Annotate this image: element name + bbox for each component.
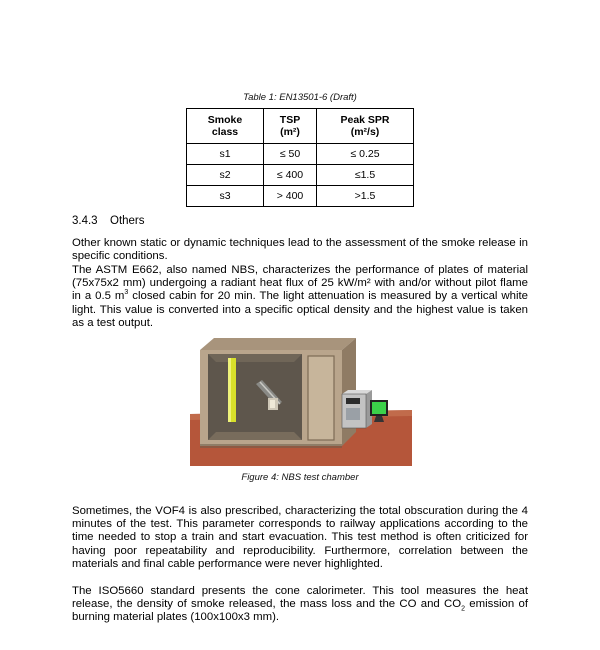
instrument-display [346, 398, 360, 404]
table-caption: Table 1: EN13501-6 (Draft) [243, 92, 357, 103]
table-cell: s3 [187, 186, 264, 207]
smoke-class-table [186, 108, 414, 207]
chamber-top [200, 338, 356, 350]
paragraph-intro: Other known static or dynamic techniques lead to the assessment of the smoke release in specific conditions. [72, 237, 528, 263]
interior-ceiling [208, 354, 302, 362]
chamber-base-shadow [200, 444, 342, 448]
header-tsp: TSP (m²) [264, 109, 317, 144]
table-row [187, 186, 414, 207]
paragraph-iso5660: The ISO5660 standard presents the cone calorimeter. This tool measures the heat release, the density of smoke released, the mass loss and the CO and $CO_2$ emission of burning material plates (100x100x3 mm). [72, 585, 528, 624]
table-cell: ≤ 50 [264, 144, 317, 165]
table-cell: s1 [187, 144, 264, 165]
paragraph-astm: The ASTM E662, also named NBS, characterizes the performance of plates of material (75x75x2 mm) undergoing a radiant heat flux of 25 kW/m² with and/or without pilot flame in a 0.5 $m^3$ closed cabin for 20 min. The light attenuation is measured by a vertical white light. This value is converted into a specific optical density and the highest value is taken as a test output. [72, 264, 528, 329]
interior-floor [208, 432, 302, 440]
table-cell: ≤ 0.25 [317, 144, 414, 165]
table-header-row [187, 109, 414, 144]
nbs-chamber-figure [190, 336, 412, 466]
table-cell: > 400 [264, 186, 317, 207]
header-smoke-class: Smoke class [187, 109, 264, 144]
monitor-screen [372, 402, 386, 414]
section-title: Others [110, 215, 145, 227]
paragraph-vof4: Sometimes, the VOF4 is also prescribed, characterizing the total obscuration during the 4 minutes of the test. This parameter corresponds to railway applications according to the time needed to stop a train and start evacuation. This test method is often criticized for having poor repeatability and reproducibility. Furthermore, correlation between the materials and final cable performance were never highlighted. [72, 505, 528, 570]
sample-plate [270, 400, 275, 408]
section-heading [72, 215, 145, 227]
section-number: 3.4.3 [72, 215, 98, 227]
table-cell: ≤1.5 [317, 165, 414, 186]
light-column-highlight [228, 358, 231, 422]
chamber-interior [208, 354, 302, 440]
table-row [187, 165, 414, 186]
table-cell: >1.5 [317, 186, 414, 207]
table-cell: s2 [187, 165, 264, 186]
header-peak-spr: Peak SPR (m²/s) [317, 109, 414, 144]
table-row [187, 144, 414, 165]
table-cell: ≤ 400 [264, 165, 317, 186]
figure-caption: Figure 4: NBS test chamber [241, 472, 359, 483]
chamber-door [308, 356, 334, 440]
instrument-panel [346, 408, 360, 420]
